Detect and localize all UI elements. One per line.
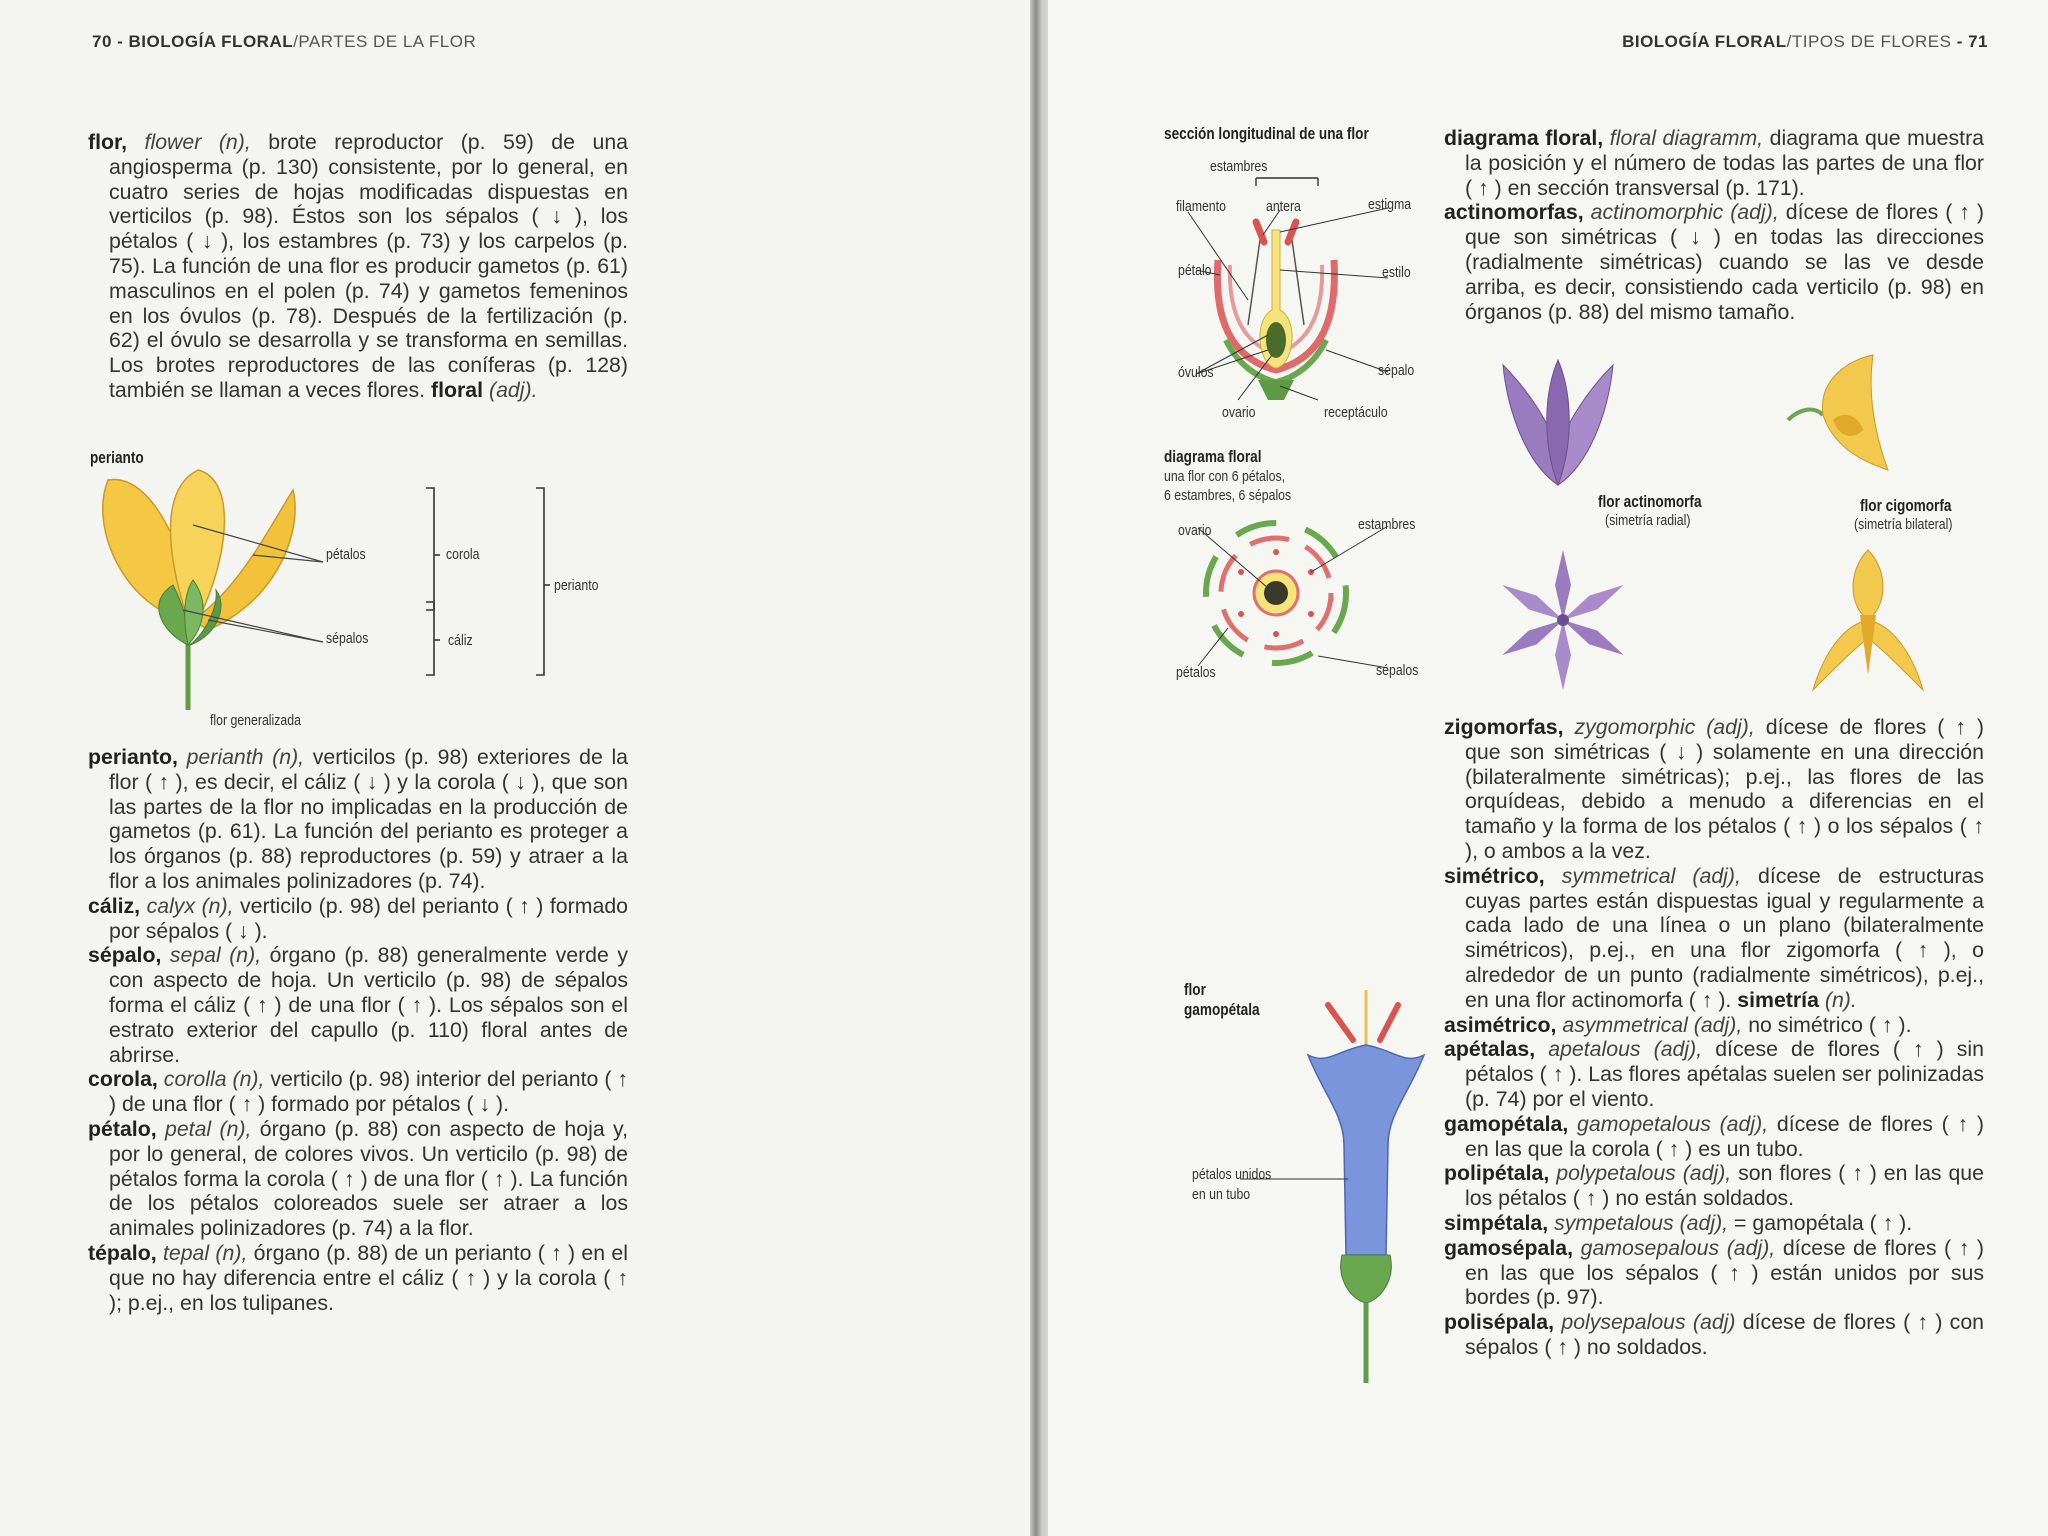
entry-body: órgano (p. 88) con aspecto de hoja y, por lo general, de colores vivos. Un verticilo (p. 98) de pétalos forma la corola ( ↑ ) de una flor ( ↑ ). La función de los pétalos coloreados suele ser atraer a los animales polinizadores (p. 74) a la flor. bbox=[109, 1116, 628, 1241]
gamo-title-1: flor bbox=[1184, 980, 1206, 999]
entry-term: tépalo, bbox=[88, 1240, 157, 1265]
entry-body: verticilos (p. 98) exteriores de la flor ( ↑ ), es decir, el cáliz ( ↓ ) y la corola ( ↓ ), que son las partes de la flor no implicadas en la producción de gametos (p. 61). La función del perianto es proteger a los órganos (p. 88) reproductores (p. 59) y atraer a la flor a los animales polinizadores (p. 74). bbox=[109, 745, 629, 893]
entry-derived-pos: (n). bbox=[1824, 987, 1857, 1012]
entry-derived-term: floral bbox=[430, 377, 484, 402]
entry-polisepala bbox=[1444, 1310, 1984, 1360]
entry-term: flor, bbox=[88, 130, 128, 154]
actinomorphic-flower-top-illustration bbox=[1488, 545, 1638, 695]
entry-term: perianto, bbox=[88, 745, 178, 769]
entry-gamopetala bbox=[1444, 1112, 1984, 1162]
entry-english: polypetalous (adj), bbox=[1556, 1161, 1732, 1186]
actino-subtitle: (simetría radial) bbox=[1605, 512, 1691, 529]
entry-body: verticilo (p. 98) del perianto ( ↑ ) formado por sépalos ( ↓ ). bbox=[109, 893, 629, 943]
entry-simetrico bbox=[1444, 864, 1984, 1013]
zygomorphic-flower-front-illustration bbox=[1808, 545, 1928, 695]
perianto-figure-title: perianto bbox=[90, 448, 144, 467]
entry-simpetala bbox=[1444, 1211, 1984, 1236]
entry-body: = gamopétala ( ↑ ). bbox=[1734, 1210, 1913, 1235]
entry-body: brote reproductor (p. 59) de una angiosperma (p. 130) consistente, por lo general, en cuatro series de hojas modificadas dispuestas en verticilos (p. 98). Éstos son los sépalos ( ↓ ), los pétalos ( ↓ ), los estambres (p. 73) y los carpelos (p. 75). La función de una flor es producir gametos (p. 61) masculinos en el polen (p. 74) y gametos femeninos en los óvulos (p. 78). Después de la fertilización (p. 62) el óvulo se desarrolla y se transforma en semillas. Los brotes reproductores de las coníferas (p. 128) también se llaman a veces flores. bbox=[109, 130, 629, 402]
entry-english: flower (n), bbox=[144, 130, 251, 154]
entry-actinomorfas bbox=[1444, 200, 1984, 324]
label-corola: corola bbox=[446, 546, 480, 563]
left-running-head bbox=[92, 32, 476, 52]
zygomorphic-flower-side-illustration bbox=[1778, 350, 1918, 490]
entry-english: symmetrical (adj), bbox=[1561, 863, 1741, 888]
entry-term: pétalo, bbox=[88, 1116, 157, 1141]
figure-caption: flor generalizada bbox=[210, 712, 301, 729]
label-sepalos: sépalos bbox=[326, 630, 369, 647]
entry-term: zigomorfas, bbox=[1444, 715, 1564, 739]
entry-term: diagrama floral, bbox=[1444, 126, 1604, 150]
gamo-label-2: en un tubo bbox=[1192, 1186, 1251, 1203]
entry-caliz bbox=[88, 894, 628, 944]
entry-corola bbox=[88, 1067, 628, 1117]
gamo-label-1: pétalos unidos bbox=[1192, 1166, 1272, 1183]
label-estambres: estambres bbox=[1210, 158, 1268, 175]
entry-body: verticilo (p. 98) interior del perianto ( ↑ ) de una flor ( ↑ ) formado por pétalos ( ↓ ). bbox=[109, 1067, 629, 1117]
zygo-title: flor cigomorfa bbox=[1860, 496, 1952, 515]
entry-term: gamopétala, bbox=[1444, 1111, 1569, 1136]
entry-english: corolla (n), bbox=[163, 1067, 265, 1092]
right-entries-top bbox=[1444, 126, 1984, 324]
entry-english: zygomorphic (adj), bbox=[1574, 715, 1755, 739]
label-filamento: filamento bbox=[1176, 198, 1226, 215]
entry-term: apétalas, bbox=[1444, 1037, 1536, 1062]
label-caliz: cáliz bbox=[448, 632, 473, 649]
left-page-number: 70 - bbox=[92, 32, 124, 51]
entry-english: floral diagramm, bbox=[1609, 126, 1764, 150]
actinomorphic-flower-side-illustration bbox=[1488, 355, 1628, 495]
entry-english: apetalous (adj), bbox=[1548, 1037, 1703, 1062]
entry-body: diagrama que muestra la posición y el número de todas las partes de una flor ( ↑ ) en sección transversal (p. 171). bbox=[1465, 126, 1985, 200]
label-ovulos: óvulos bbox=[1178, 364, 1214, 381]
entry-term: asimétrico, bbox=[1444, 1012, 1557, 1037]
right-entries-bottom bbox=[1444, 715, 1984, 1360]
generalized-flower-illustration bbox=[88, 470, 588, 720]
left-section: BIOLOGÍA FLORAL bbox=[128, 32, 294, 51]
entry-english: actinomorphic (adj), bbox=[1590, 200, 1779, 225]
entry-sepalo bbox=[88, 943, 628, 1067]
label-perianto: perianto bbox=[554, 577, 599, 594]
entry-english: petal (n), bbox=[164, 1116, 252, 1141]
entry-perianto bbox=[88, 745, 628, 894]
entry-term: sépalo, bbox=[88, 943, 162, 968]
entry-term: simpétala, bbox=[1444, 1210, 1549, 1235]
diagram-label-sepalos: sépalos bbox=[1376, 662, 1419, 679]
actino-title: flor actinomorfa bbox=[1598, 492, 1702, 511]
entry-derived-pos: (adj). bbox=[488, 377, 538, 402]
entry-english: calyx (n), bbox=[146, 893, 234, 918]
entry-body: dícese de flores ( ↑ ) que son simétricas ( ↓ ) solamente en una dirección (bilateralmente simétricas); p.ej., las flores de las orquídeas, debido a menudo a diferencias en el tamaño y la forma de los pétalos ( ↑ ) o los sépalos ( ↑ ), o ambos a la vez. bbox=[1465, 715, 1984, 863]
entry-body: dícese de flores ( ↑ ) que son simétricas ( ↓ ) en todas las direcciones (radialmente simétricas) cuando se las ve desde arriba, es decir, consistiendo cada verticilo (p. 98) en órganos (p. 88) del mismo tamaño. bbox=[1465, 200, 1985, 324]
entry-flor bbox=[88, 130, 628, 403]
entry-apetalas bbox=[1444, 1037, 1984, 1111]
label-petalos: pétalos bbox=[326, 546, 366, 563]
left-entries-top bbox=[88, 130, 628, 403]
entry-asimetrico bbox=[1444, 1013, 1984, 1038]
entry-body: órgano (p. 88) de un perianto ( ↑ ) en el que no hay diferencia entre el cáliz ( ↑ ) y la corola ( ↑ ); p.ej., en los tulipanes. bbox=[109, 1240, 628, 1315]
left-entries-bottom bbox=[88, 745, 628, 1315]
entry-english: gamopetalous (adj), bbox=[1577, 1111, 1769, 1136]
label-sepalo: sépalo bbox=[1378, 362, 1415, 379]
label-petalo: pétalo bbox=[1178, 262, 1212, 279]
entry-body: dícese de flores ( ↑ ) en las que la corola ( ↑ ) es un tubo. bbox=[1465, 1111, 1985, 1161]
label-antera: antera bbox=[1266, 198, 1301, 215]
right-section: BIOLOGÍA FLORAL bbox=[1622, 32, 1787, 51]
entry-body: dícese de flores ( ↑ ) en las que los sépalos ( ↑ ) están unidos por sus bordes (p. 97). bbox=[1465, 1235, 1985, 1310]
entry-term: simétrico, bbox=[1444, 863, 1545, 888]
label-estigma: estigma bbox=[1368, 196, 1412, 213]
entry-term: polipétala, bbox=[1444, 1161, 1550, 1186]
entry-body: dícese de flores ( ↑ ) con sépalos ( ↑ ) no soldados. bbox=[1465, 1310, 1985, 1359]
right-subsection: /TIPOS DE FLORES bbox=[1786, 32, 1952, 51]
right-page-number: - 71 bbox=[1956, 32, 1988, 51]
entry-term: corola, bbox=[88, 1067, 158, 1092]
entry-term: actinomorfas, bbox=[1444, 200, 1584, 225]
entry-diagrama-floral bbox=[1444, 126, 1984, 200]
entry-english: gamosepalous (adj), bbox=[1580, 1235, 1776, 1260]
entry-english: asymmetrical (adj), bbox=[1562, 1012, 1743, 1037]
diagram-subtitle-1: una flor con 6 pétalos, bbox=[1164, 468, 1286, 485]
entry-english: tepal (n), bbox=[162, 1240, 248, 1265]
entry-english: sympetalous (adj), bbox=[1554, 1210, 1729, 1235]
entry-gamosepala bbox=[1444, 1236, 1984, 1310]
entry-petalo bbox=[88, 1117, 628, 1241]
diagram-label-estambres: estambres bbox=[1358, 516, 1416, 533]
entry-body: son flores ( ↑ ) en las que los pétalos ( ↑ ) no están soldados. bbox=[1465, 1161, 1984, 1211]
right-running-head bbox=[1622, 32, 1988, 52]
right-page bbox=[1048, 0, 2048, 1536]
entry-polipetala bbox=[1444, 1161, 1984, 1211]
label-receptaculo: receptáculo bbox=[1324, 404, 1388, 421]
zygo-subtitle: (simetría bilateral) bbox=[1854, 516, 1953, 533]
entry-body: órgano (p. 88) generalmente verde y con aspecto de hoja. Un verticilo (p. 98) de sépalos forma el cáliz ( ↑ ) de una flor ( ↑ ). Los sépalos son el estrato exterior del capullo (p. 110) floral antes de abrirse. bbox=[109, 943, 628, 1067]
entry-term: gamosépala, bbox=[1444, 1235, 1574, 1260]
entry-derived-term: simetría bbox=[1737, 987, 1819, 1012]
floral-diagram-illustration bbox=[1168, 508, 1468, 688]
entry-tepalo bbox=[88, 1241, 628, 1315]
entry-english: sepal (n), bbox=[169, 943, 262, 968]
entry-zigomorfas bbox=[1444, 715, 1984, 864]
label-estilo: estilo bbox=[1382, 264, 1411, 281]
entry-term: polisépala, bbox=[1444, 1310, 1555, 1335]
section-figure-title: sección longitudinal de una flor bbox=[1164, 124, 1369, 143]
diagram-figure-title: diagrama floral bbox=[1164, 447, 1262, 466]
entry-body: dícese de flores ( ↑ ) sin pétalos ( ↑ ). Las flores apétalas suelen ser polinizadas (p. 74) por el viento. bbox=[1465, 1037, 1985, 1111]
diagram-subtitle-2: 6 estambres, 6 sépalos bbox=[1164, 487, 1292, 504]
label-ovario: ovario bbox=[1222, 404, 1256, 421]
entry-english: polysepalous (adj) bbox=[1561, 1310, 1736, 1335]
diagram-label-petalos: pétalos bbox=[1176, 664, 1216, 681]
entry-body: dícese de estructuras cuyas partes están dispuestas igual y regularmente a cada lado de una línea o un plano (bilateralmente simétricos), p.ej., en una flor zigomorfa ( ↑ ), o alrededor de un punto (radialmente simétricos), p.ej., en una flor actinomorfa ( ↑ ). bbox=[1465, 863, 1984, 1012]
entry-term: cáliz, bbox=[88, 893, 141, 918]
entry-english: perianth (n), bbox=[186, 745, 305, 769]
diagram-label-ovario: ovario bbox=[1178, 522, 1212, 539]
left-subsection: /PARTES DE LA FLOR bbox=[293, 32, 477, 51]
entry-body: no simétrico ( ↑ ). bbox=[1748, 1012, 1912, 1037]
gamo-title-2: gamopétala bbox=[1184, 1000, 1260, 1019]
